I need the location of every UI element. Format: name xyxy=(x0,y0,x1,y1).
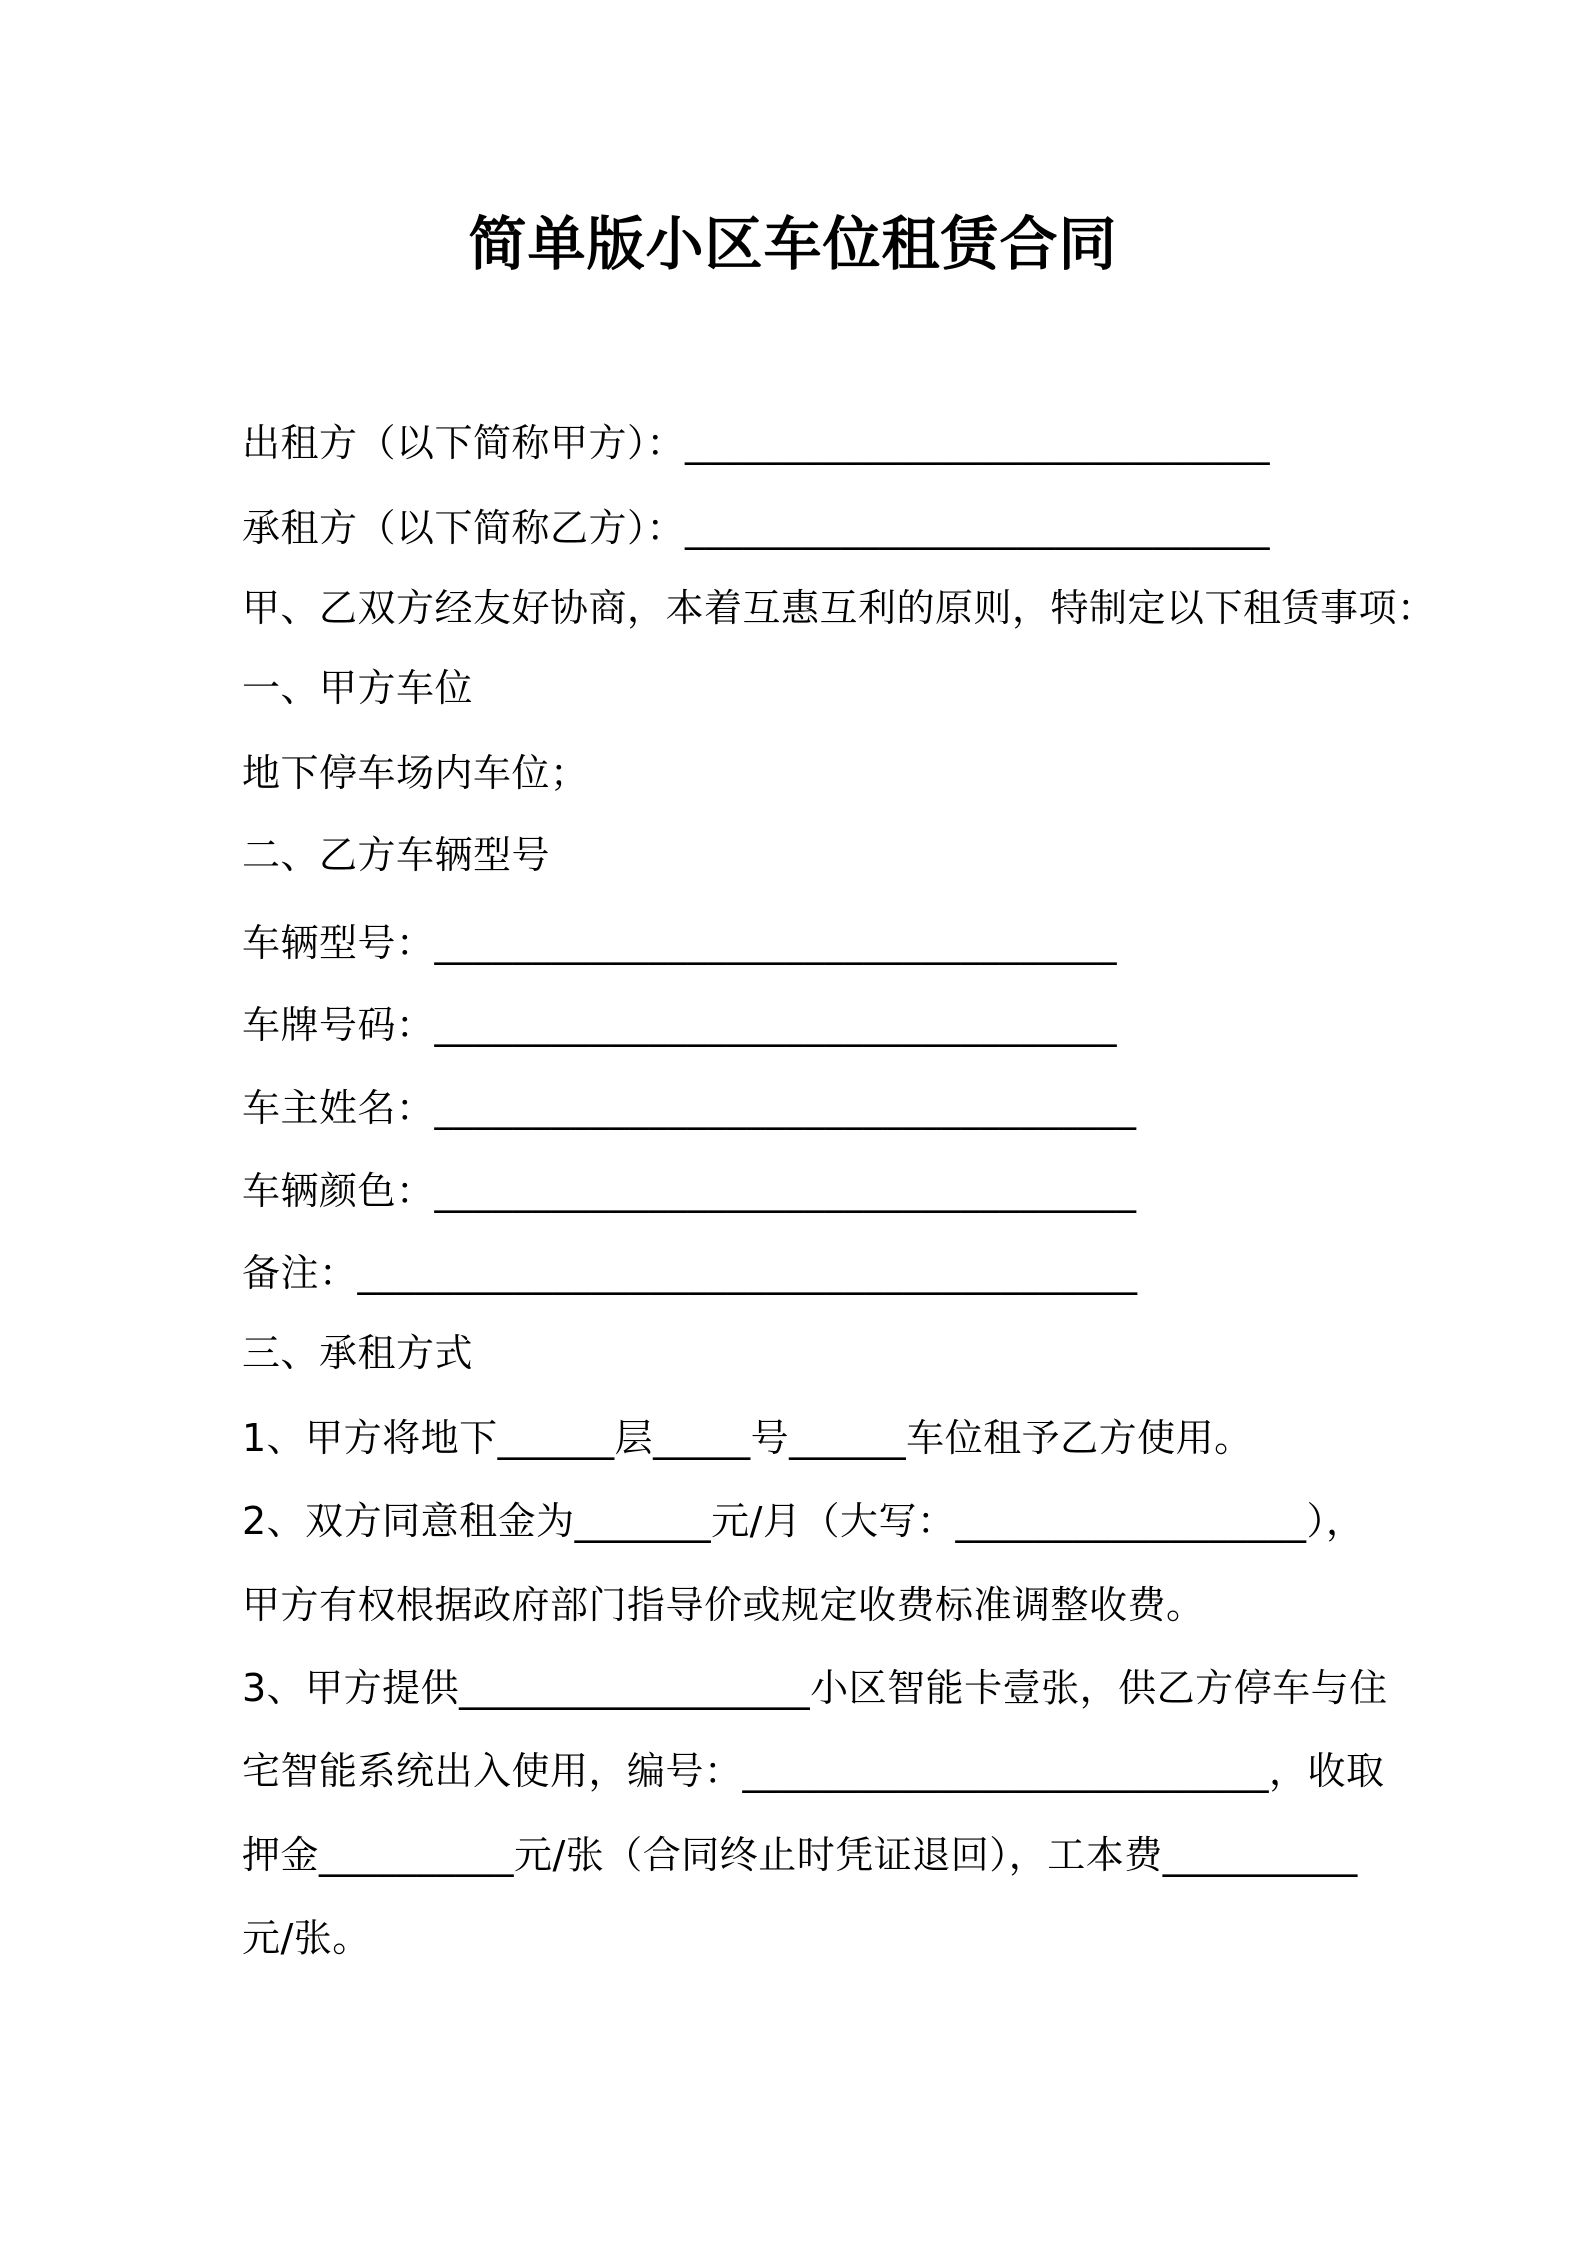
section-3-heading: 三、承租方式 xyxy=(242,1331,474,1375)
clause-3-continuation-1: 宅智能系统出入使用，编号：___________________________，收取 xyxy=(242,1749,1385,1793)
clause-3-continuation-3: 元/张。 xyxy=(242,1916,371,1960)
clause-3-line: 3、甲方提供__________________小区智能卡壹张，供乙方停车与住 xyxy=(242,1666,1388,1710)
remarks-line: 备注：________________________________________ xyxy=(242,1251,1138,1295)
clause-2-continuation: 甲方有权根据政府部门指导价或规定收费标准调整收费。 xyxy=(242,1583,1205,1627)
plate-number-line: 车牌号码：___________________________________ xyxy=(242,1003,1118,1047)
lessee-line: 承租方（以下简称乙方）：______________________________ xyxy=(242,506,1271,550)
clause-3-continuation-2: 押金__________元/张（合同终止时凭证退回），工本费__________ xyxy=(242,1833,1358,1877)
vehicle-model-line: 车辆型号：___________________________________ xyxy=(242,921,1118,965)
owner-name-line: 车主姓名：____________________________________ xyxy=(242,1086,1137,1130)
lessor-line: 出租方（以下简称甲方）：______________________________ xyxy=(242,421,1271,465)
vehicle-color-line: 车辆颜色：____________________________________ xyxy=(242,1169,1137,1213)
preamble-line: 甲、乙双方经友好协商，本着互惠互利的原则，特制定以下租赁事项： xyxy=(242,586,1436,630)
parking-location-line: 地下停车场内车位； xyxy=(242,751,589,795)
section-1-heading: 一、甲方车位 xyxy=(242,666,474,710)
clause-2-line: 2、双方同意租金为_______元/月（大写：__________________）， xyxy=(242,1499,1365,1543)
document-title: 简单版小区车位租赁合同 xyxy=(468,210,1118,278)
section-2-heading: 二、乙方车辆型号 xyxy=(242,833,551,877)
clause-1-line: 1、甲方将地下______层_____号______车位租予乙方使用。 xyxy=(242,1416,1253,1460)
